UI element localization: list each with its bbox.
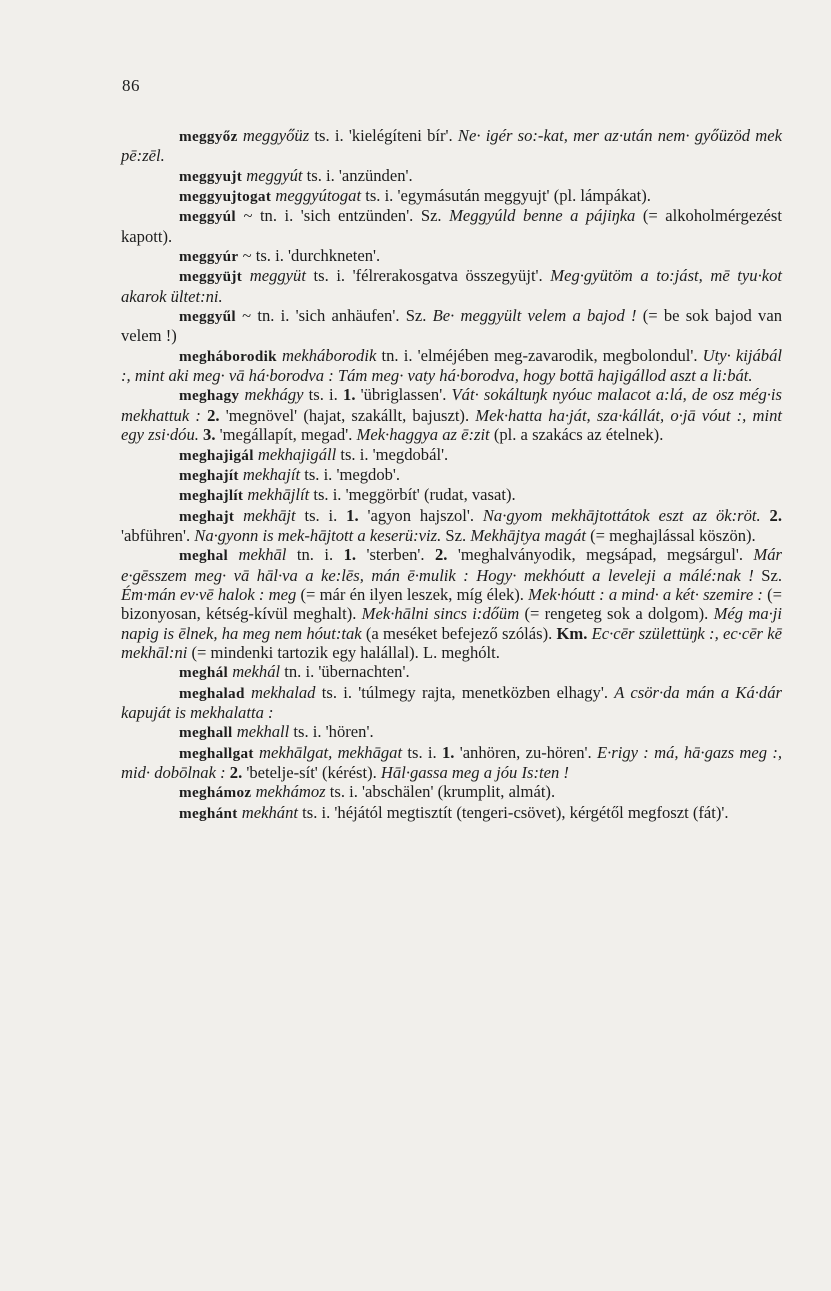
- definition-text: (a meséket befejező szólás).: [361, 623, 557, 643]
- dialect-text: mekhājt: [234, 505, 296, 525]
- sense-number: 1.: [346, 505, 359, 525]
- dictionary-entry: [121, 246, 782, 266]
- sense-number: 3.: [203, 425, 216, 445]
- dictionary-entry: [121, 306, 782, 346]
- dialect-text: Mek·haggya az ē:zit: [356, 425, 490, 445]
- definition-text: (= be sok bajod van velem !): [121, 306, 783, 346]
- dialect-text: mekhágy: [239, 385, 304, 405]
- definition-text: 'agyon hajszol'.: [358, 505, 483, 525]
- entry-headword: meghal: [179, 547, 229, 565]
- definition-text: 'abführen'.: [121, 525, 195, 545]
- dialect-text: mekhál: [228, 662, 281, 682]
- entry-headword: meghalad: [179, 684, 245, 702]
- definition-text: (= mindenki tartozik egy halállal). L. meghólt.: [187, 642, 500, 662]
- dictionary-entry: [121, 485, 782, 505]
- dictionary-entry: [121, 266, 782, 306]
- dialect-text: meggyőüz: [237, 126, 310, 145]
- entry-headword: meggyujt: [179, 167, 243, 185]
- definition-text: 'übriglassen'.: [355, 385, 452, 405]
- dialect-text: mekhámoz: [251, 782, 326, 802]
- dictionary-entry: [121, 506, 782, 546]
- dictionary-entry: [121, 346, 782, 386]
- dictionary-entry: [121, 445, 782, 465]
- definition-text: tn. i.: [286, 545, 344, 565]
- dialect-text: meggyútogat: [271, 186, 362, 206]
- entry-headword: meghál: [179, 664, 229, 682]
- dialect-text: Meg·gyütöm a to:jást, mē tyu·kot akarok ültet:ni.: [121, 266, 782, 306]
- page-number: 86: [122, 76, 140, 95]
- entry-headword: meghajigál: [179, 446, 254, 464]
- sense-number: 2.: [769, 505, 782, 525]
- dialect-text: Ne· igér so:-kat, mer az·után nem· győüzöd mek pē:zēl.: [121, 126, 782, 166]
- dictionary-entry: [121, 662, 782, 682]
- definition-text: ts. i. 'meggörbít' (rudat, vasat).: [309, 485, 516, 505]
- definition-text: ts. i.: [402, 742, 442, 762]
- entry-headword: meggyűl: [179, 308, 236, 326]
- dialect-text: E·rigy : má, hā·gazs meg :, mid· dobōlnak :: [121, 742, 782, 782]
- dialect-text: Hāl·gassa meg a jóu Is:ten !: [380, 763, 569, 782]
- dialect-text: mekhālgat, mekhāgat: [253, 742, 403, 762]
- dialect-text: meggyút: [242, 165, 303, 185]
- dialect-text: Mek·hālni sincs i:dőüm: [361, 604, 520, 624]
- definition-text: ts. i. 'kielégíteni bír'.: [309, 126, 458, 145]
- dialect-text: mekhajít: [238, 464, 301, 484]
- definition-text: ts. i. 'túlmegy rajta, menetközben elhagy'.: [315, 682, 615, 702]
- definition-text: (= meghajlással köszön).: [585, 525, 756, 545]
- definition-text: tn. i. 'elméjében meg-zavarodik, megbolondul'.: [376, 345, 703, 365]
- dialect-text: mekhajigáll: [253, 444, 337, 464]
- dictionary-entry: [121, 465, 782, 485]
- entry-headword: meggyúr: [179, 248, 239, 266]
- dialect-text: Már e·gēsszem meg· vā hāl·va a ke:lēs, mán ē·mulik : Hogy· mekhóutt a leveleji a málé:nak !: [121, 545, 782, 585]
- definition-text: (= már én ilyen leszek, míg élek).: [296, 584, 529, 604]
- sense-number: 2.: [207, 405, 220, 425]
- definition-text: Sz.: [441, 525, 471, 545]
- sense-number: 1.: [441, 742, 455, 762]
- dictionary-entry: [121, 385, 782, 444]
- dialect-text: Még ma·ji napig is ēlnek, ha meg nem hóut:tak: [121, 604, 782, 643]
- entry-headword: meghall: [179, 724, 233, 742]
- definition-text: ts. i. 'megdob'.: [300, 464, 401, 484]
- dictionary-entry: [121, 206, 782, 246]
- definition-text: [761, 506, 770, 525]
- definition-text: (= rengeteg sok a dolgom).: [519, 604, 714, 624]
- entry-headword: meghajlít: [179, 487, 244, 505]
- dialect-text: meggyüt: [242, 266, 306, 286]
- dialect-text: mekhall: [232, 722, 290, 742]
- definition-text: 'anhören, zu-hören'.: [454, 742, 597, 762]
- entry-headword: meghallgat: [179, 744, 254, 762]
- definition-text: ~ tn. i. 'sich entzünden'. Sz.: [235, 206, 450, 226]
- definition-text: ts. i. 'anzünden'.: [302, 165, 413, 185]
- definition-text: ts. i. 'megdobál'.: [336, 444, 449, 464]
- entry-headword: meghajt: [179, 507, 235, 525]
- entry-headword: meggyujtogat: [179, 188, 272, 206]
- dialect-text: Mek·hóutt : a mind· a két· szemire :: [528, 584, 763, 604]
- dictionary-entry: [121, 782, 782, 802]
- sense-number: 2.: [434, 545, 448, 565]
- definition-text: ts. i. 'hören'.: [289, 722, 374, 742]
- dictionary-entry: [121, 545, 782, 662]
- dictionary-entry: [121, 166, 782, 186]
- definition-text: 'betelje-sít' (kérést).: [242, 763, 381, 782]
- definition-text: 'megnövel' (hajat, szakállt, bajuszt).: [219, 405, 476, 425]
- definition-text: ts. i. 'félrerakosgatva összegyüjt'.: [305, 266, 551, 286]
- dialect-text: Mek·hatta ha·ját, sza·kállát, o·jā vóut :, mint egy zsi·dóu.: [121, 405, 782, 445]
- entry-headword: meggyúl: [179, 208, 236, 226]
- dictionary-entry: [121, 803, 782, 823]
- dialect-text: Ém·mán ev·vē halok : meg: [121, 584, 297, 604]
- dictionary-entry: [121, 722, 782, 742]
- dialect-text: Na·gyom mekhājtottátok eszt az ök:röt.: [482, 505, 761, 525]
- entry-headword: meggyőz: [179, 128, 238, 145]
- definition-text: ts. i.: [303, 385, 344, 405]
- definition-text: ~ tn. i. 'sich anhäufen'. Sz.: [235, 306, 433, 326]
- sense-number: 1.: [343, 545, 357, 565]
- dictionary-entry: [121, 126, 782, 166]
- dialect-text: Meggyúld benne a pájiŋka: [449, 206, 636, 226]
- dialect-text: A csör·da mán a Ká·dár kapuját is mekhalatta :: [121, 682, 782, 722]
- definition-text: ts. i. 'egymásután meggyujt' (pl. lámpákat).: [361, 186, 651, 206]
- definition-text: 'megállapít, megad'.: [215, 425, 357, 445]
- sense-number: 1.: [343, 385, 356, 405]
- dialect-text: mekhājlít: [243, 485, 310, 505]
- entry-headword: meghánt: [179, 804, 238, 822]
- definition-text: (= alkoholmérgezést kapott).: [121, 206, 782, 246]
- definition-text: 'meghalványodik, megsápad, megsárgul'.: [447, 545, 754, 565]
- entry-headword: meghámoz: [179, 784, 252, 802]
- definition-text: (pl. a szakács az ételnek).: [489, 425, 664, 445]
- dialect-text: Ec·cēr születtüŋk :, ec·cēr kē mekhāl:ni: [121, 623, 782, 662]
- dialect-text: mekhalad: [244, 682, 316, 702]
- dialect-text: Uty· kijábál :, mint aki meg· vā há·borodva : Tám meg· vaty há·borodva, hogy bottā hajigállod aszt a li:bát.: [121, 345, 783, 386]
- entry-headword: meghajít: [179, 466, 239, 484]
- dialect-text: mekhánt: [237, 802, 299, 822]
- entry-column: [121, 126, 782, 823]
- sense-number: Km.: [556, 623, 588, 643]
- dialect-text: Vát· sokáltuŋk nyóuc malacot a:lá, de osz még·is mekhattuk :: [121, 385, 782, 425]
- definition-text: ~ ts. i. 'durchkneten'.: [238, 246, 381, 266]
- sense-number: 2.: [229, 763, 243, 782]
- dialect-text: Na·gyonn is mek-hājtott a keserü:viz.: [194, 525, 442, 545]
- definition-text: Sz.: [753, 565, 782, 585]
- entry-headword: megháborodik: [179, 347, 277, 365]
- definition-text: ts. i. 'abschälen' (krumplit, almát).: [325, 782, 556, 802]
- dialect-text: mekhāl: [228, 545, 287, 565]
- definition-text: (= bizonyosan, kétség-kívül meghalt).: [121, 584, 783, 624]
- definition-text: ts. i. 'héjától megtisztít (tengeri-csövet), kérgétől megfoszt (fát)'.: [298, 802, 729, 822]
- entry-headword: meggyüjt: [179, 268, 243, 286]
- entry-headword: meghagy: [179, 387, 240, 405]
- definition-text: tn. i. 'übernachten'.: [280, 662, 410, 682]
- dictionary-entry: [121, 186, 782, 206]
- definition-text: ts. i.: [295, 505, 347, 525]
- dialect-text: Be· meggyült velem a bajod !: [432, 306, 637, 326]
- dialect-text: mekháborodik: [276, 345, 377, 365]
- definition-text: 'sterben'.: [356, 545, 435, 565]
- dictionary-entry: [121, 743, 782, 783]
- dialect-text: Mekhājtya magát: [470, 525, 586, 545]
- dictionary-entry: [121, 683, 782, 723]
